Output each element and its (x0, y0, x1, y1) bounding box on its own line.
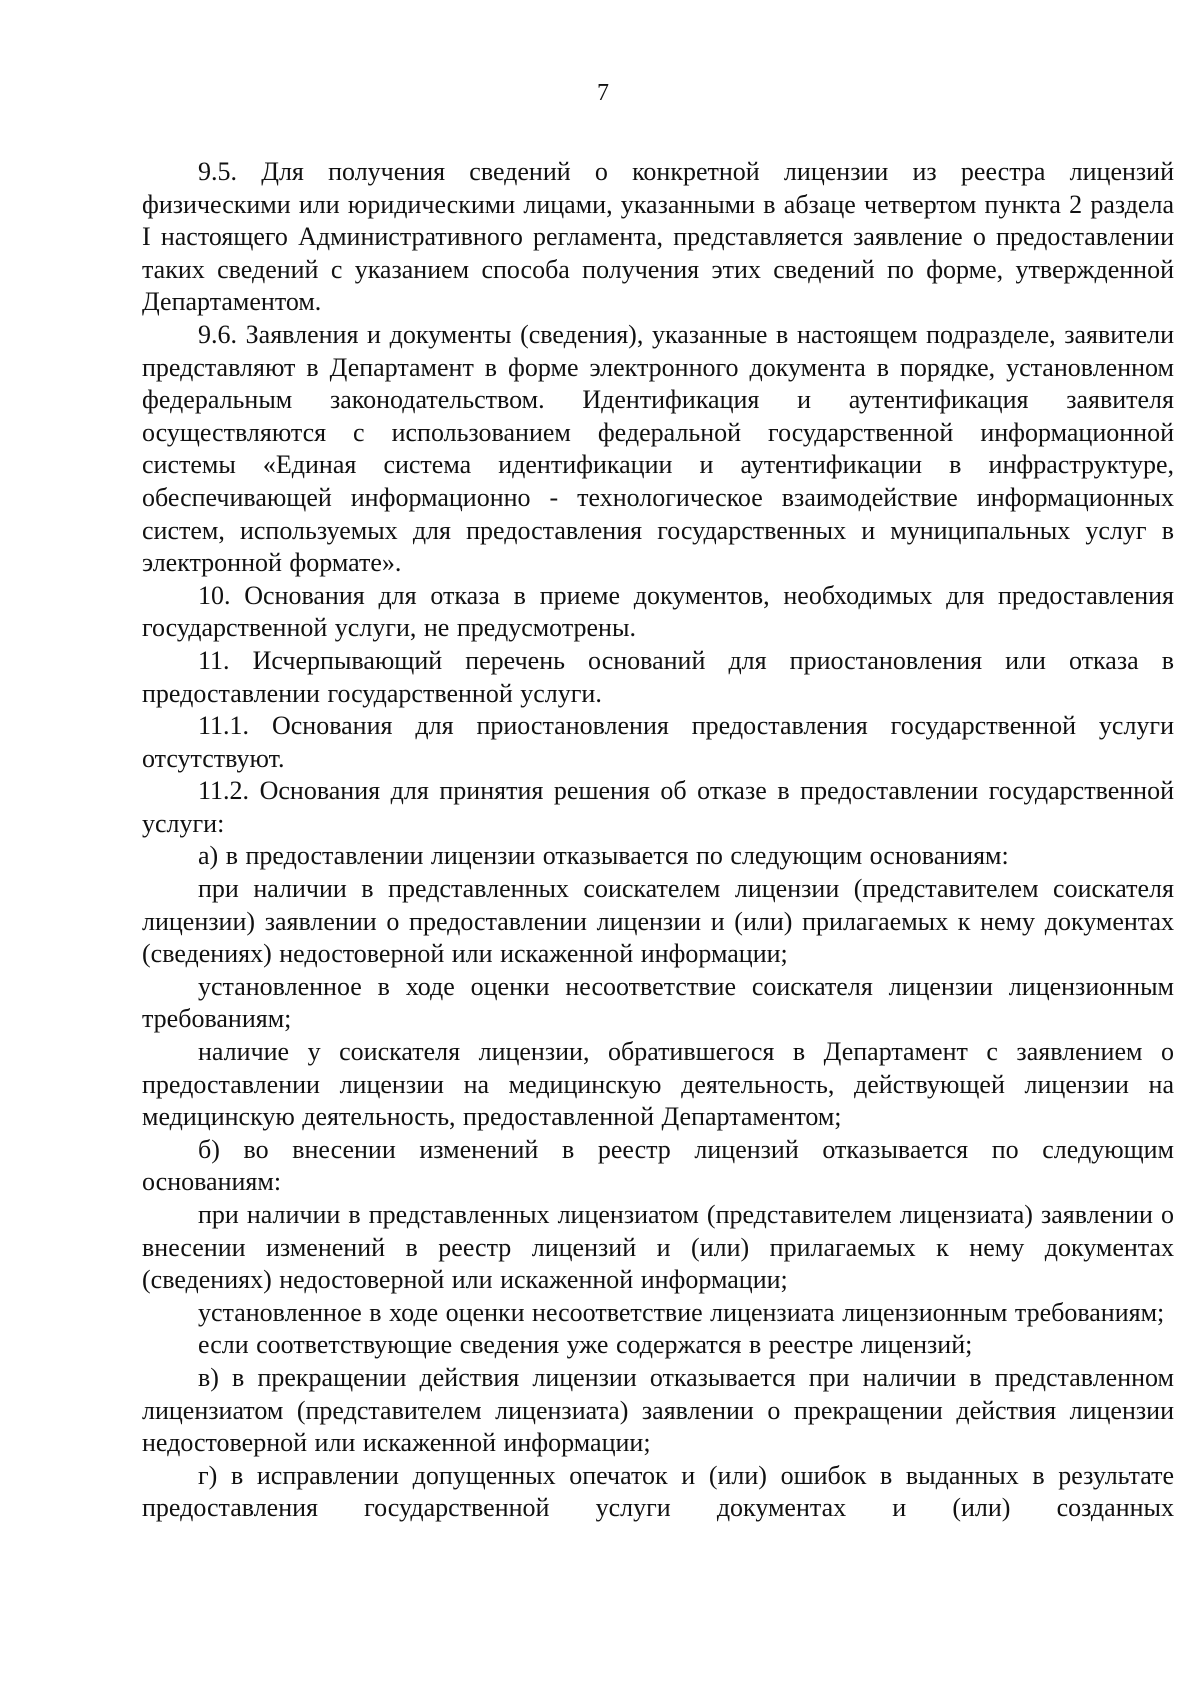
paragraph-9-5: 9.5. Для получения сведений о конкретной лицензии из реестра лицензий физическими или юридическими лицами, указанными в абзаце четвертом пункта 2 раздела I настоящего Административного регламента, представляется заявление о предоставлении таких сведений с указанием способа получения этих сведений по форме, утвержденной Департаментом. (142, 157, 1174, 317)
paragraph-item-b: б) во внесении изменений в реестр лицензий отказывается по следующим основаниям: (142, 1134, 1174, 1197)
page-number: 7 (597, 80, 609, 106)
paragraph-item-g: г) в исправлении допущенных опечаток и (или) ошибок в выданных в результате предоставления государственной услуги документах и (или) созданных (142, 1460, 1174, 1523)
paragraph-11-2: 11.2. Основания для принятия решения об отказе в предоставлении государственной услуги: (142, 776, 1174, 838)
paragraph-b-ground-2: установленное в ходе оценки несоответствие лицензиата лицензионным требованиям; (198, 1297, 1165, 1327)
paragraph-item-v: в) в прекращении действия лицензии отказывается при наличии в представленном лицензиатом (представителем лицензиата) заявлении о прекращении действия лицензии недостоверной или искаженной информации; (142, 1362, 1174, 1458)
paragraph-item-a: а) в предоставлении лицензии отказывается по следующим основаниям: (198, 841, 1009, 871)
paragraph-a-ground-3: наличие у соискателя лицензии, обратившегося в Департамент с заявлением о предоставлении лицензии на медицинскую деятельность, действующей лицензии на медицинскую деятельность, предоставленной Департаментом; (142, 1037, 1174, 1132)
paragraph-a-ground-2: установленное в ходе оценки несоответствие соискателя лицензии лицензионным требованиям; (142, 971, 1174, 1034)
paragraph-10: 10. Основания для отказа в приеме документов, необходимых для предоставления государственной услуги, не предусмотрены. (142, 580, 1174, 643)
paragraph-b-ground-3: если соответствующие сведения уже содержатся в реестре лицензий; (198, 1330, 973, 1360)
document-body (142, 156, 1174, 1525)
paragraph-a-ground-1: при наличии в представленных соискателем лицензии (представителем соискателя лицензии) заявлении о предоставлении лицензии и (или) прилагаемых к нему документах (сведениях) недостоверной или искаженной информации; (142, 874, 1174, 969)
paragraph-9-6: 9.6. Заявления и документы (сведения), указанные в настоящем подразделе, заявители представляют в Департамент в форме электронного документа в порядке, установленном федеральным законодательством. Идентификация и аутентификация заявителя осуществляются с использованием федеральной государственной информационной системы «Единая система идентификации и аутентификации в инфраструктуре, обеспечивающей информационно - технологическое взаимодействие информационных систем, используемых для предоставления государственных и муниципальных услуг в электронной формате». (142, 319, 1174, 578)
paragraph-11-1: 11.1. Основания для приостановления предоставления государственной услуги отсутствуют. (142, 711, 1174, 773)
paragraph-11: 11. Исчерпывающий перечень оснований для приостановления или отказа в предоставлении государственной услуги. (142, 645, 1174, 708)
paragraph-b-ground-1: при наличии в представленных лицензиатом (представителем лицензиата) заявлении о внесении изменений в реестр лицензий и (или) прилагаемых к нему документах (сведениях) недостоверной или искаженной информации; (142, 1200, 1174, 1295)
